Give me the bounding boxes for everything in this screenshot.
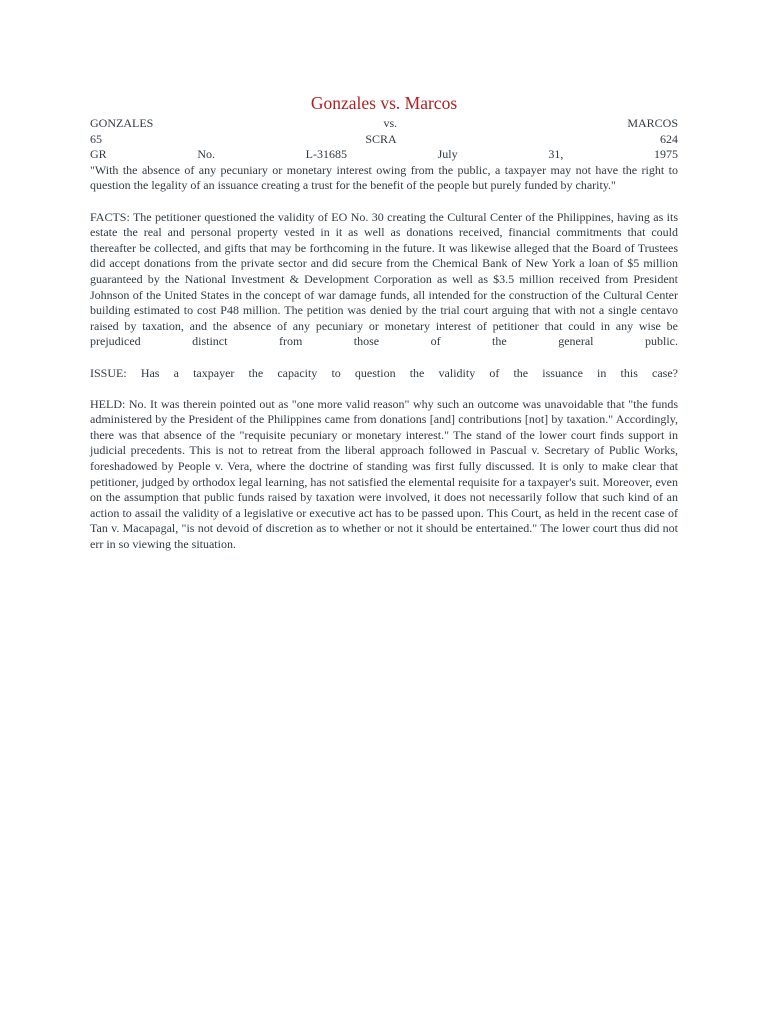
issue-paragraph: ISSUE: Has a taxpayer the capacity to question the validity of the issuance in this case? xyxy=(90,365,678,380)
paragraph-spacer xyxy=(90,381,678,397)
respondent-name: MARCOS xyxy=(627,116,678,130)
citation-row xyxy=(90,132,678,148)
date-day: 31, xyxy=(548,147,564,162)
versus-label: vs. xyxy=(383,116,398,130)
petitioner-name: GONZALES xyxy=(90,116,154,130)
doctrine-quote: "With the absence of any pecuniary or monetary interest owing from the public, a taxpayer may not have the right to question the legality of an issuance creating a trust for the benefit of the people but purely funded by charity." xyxy=(90,162,678,193)
gr-label: GR xyxy=(90,147,107,162)
citation-volume: 65 xyxy=(90,131,102,146)
gr-number: L-31685 xyxy=(305,147,347,162)
gr-number-row xyxy=(90,147,678,163)
document-title: Gonzales vs. Marcos xyxy=(310,93,458,113)
facts-paragraph: FACTS: The petitioner questioned the validity of EO No. 30 creating the Cultural Center of the Philippines, having as its estate the real and personal property vested in it as well as donations received, financial commitments that could thereafter be collected, and gifts that may be forthcoming in the future. It was likewise alleged that the Board of Trustees did accept donations from the private sector and did secure from the Chemical Bank of New York a loan of $5 million guaranteed by the National Investment & Development Corporation as well as $3.5 million received from President Johnson of the United States in the concept of war damage funds, all intended for the construction of the Cultural Center building estimated to cost P48 million. The petition was denied by the trial court arguing that with not a single centavo raised by taxation, and the absence of any pecuniary or monetary interest of petitioner that could in any wise be prejudiced distinct from those of the general public. xyxy=(90,209,678,349)
date-month: July xyxy=(437,147,458,162)
case-caption-row xyxy=(90,116,678,132)
citation-page: 624 xyxy=(659,131,678,146)
no-label: No. xyxy=(197,147,215,162)
citation-reporter: SCRA xyxy=(365,131,397,146)
paragraph-spacer xyxy=(90,350,678,366)
date-year: 1975 xyxy=(653,147,678,162)
held-paragraph: HELD: No. It was therein pointed out as "one more valid reason" why such an outcome was unavoidable that "the funds administered by the President of the Philippines came from donations [and] contributions [not] by taxation." Accordingly, there was that absence of the "requisite pecuniary or monetary interest." The stand of the lower court finds support in judicial precedents. This is not to retreat from the liberal approach followed in Pascual v. Secretary of Public Works, foreshadowed by People v. Vera, where the doctrine of standing was first fully discussed. It is only to make clear that petitioner, judged by orthodox legal learning, has not satisfied the elemental requisite for a taxpayer's suit. Moreover, even on the assumption that public funds raised by taxation were involved, it does not necessarily follow that such kind of an action to assail the validity of a legislative or executive act has to be passed upon. This Court, as held in the recent case of Tan v. Macapagal, "is not devoid of discretion as to whether or not it should be entertained." The lower court thus did not err in so viewing the situation. xyxy=(90,396,678,552)
paragraph-spacer xyxy=(90,194,678,210)
